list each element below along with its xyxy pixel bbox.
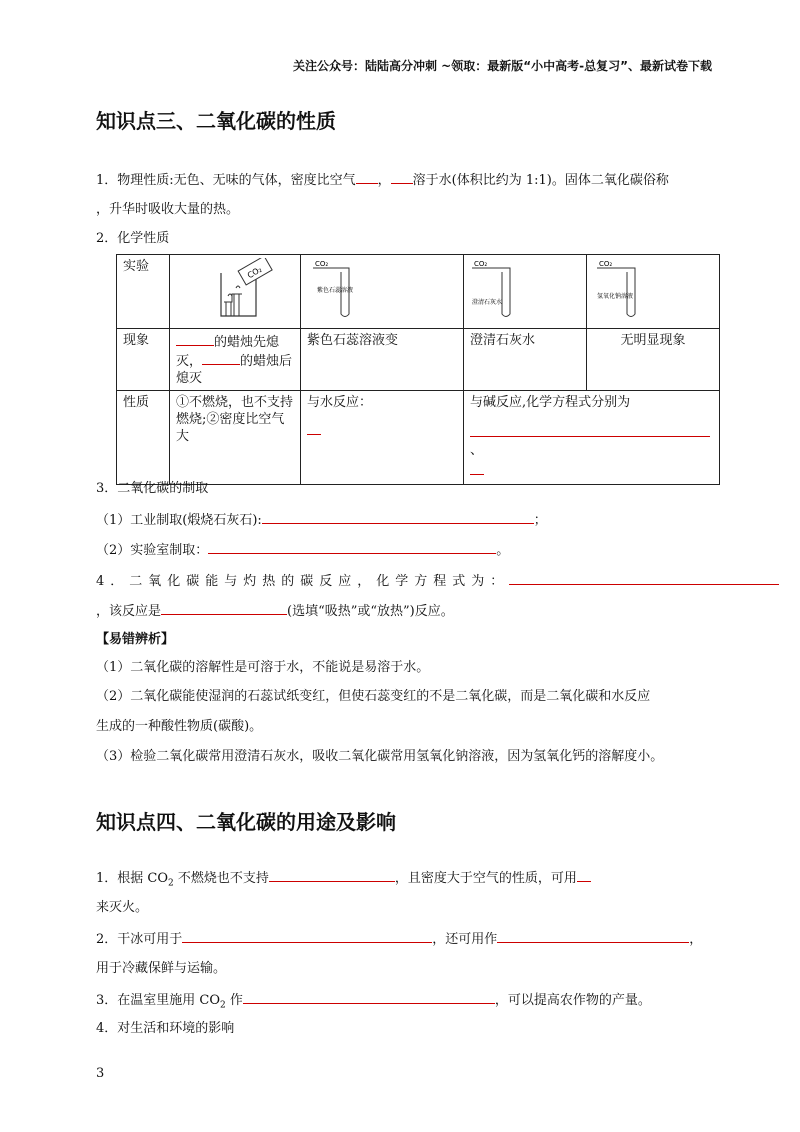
phenomenon-limewater: 澄清石灰水: [464, 329, 587, 391]
blank[interactable]: [262, 510, 534, 524]
co2-label: CO₂: [474, 260, 488, 268]
row-label-phenomenon: 现象: [117, 329, 170, 391]
section-title: 知识点四、二氧化碳的用途及影响: [96, 810, 396, 834]
phenomenon-naoh: 无明显现象: [587, 329, 720, 391]
phenomenon-candles: 的蜡烛先熄灭， 的蜡烛后熄灭: [170, 329, 301, 391]
error-note-3: （3）检验二氧化碳常用澄清石灰水，吸收二氧化碳常用氢氧化钠溶液，因为氢氧化钙的溶解度小。: [96, 749, 664, 764]
heat-type-line: ，该反应是 (选填“吸热”或“放热”)反应。: [96, 601, 454, 621]
naoh-label: 氢氧化钠溶液: [597, 293, 634, 300]
error-analysis-title: 【易错辨析】: [96, 632, 175, 647]
blank[interactable]: [176, 332, 214, 346]
property-water: 与水反应：: [301, 391, 464, 485]
blank[interactable]: [161, 601, 287, 615]
impact-heading: 4．对生活和环境的影响: [96, 1021, 235, 1036]
experiment-image-limewater: [464, 255, 587, 329]
blank[interactable]: [356, 170, 378, 184]
blank[interactable]: [269, 868, 395, 882]
property-candles: ①不燃烧，也不支持燃烧;②密度比空气大: [170, 391, 301, 485]
blank[interactable]: [470, 461, 484, 475]
dry-ice-line: 2．干冰可用于 ，还可用作 ，: [96, 929, 702, 949]
experiment-table: [116, 254, 720, 485]
limewater-label: 澄清石灰水: [472, 299, 503, 306]
blank[interactable]: [182, 929, 432, 943]
phenomenon-litmus: 紫色石蕊溶液变: [301, 329, 464, 391]
industrial-preparation-line: （1）工业制取(煅烧石灰石): ；: [96, 510, 547, 530]
blank[interactable]: [208, 540, 496, 554]
blank[interactable]: [307, 421, 321, 435]
carbon-reaction-line: 4．二氧化碳能与灼热的碳反应，化学方程式为：: [96, 571, 779, 591]
chemical-property-heading: 2．化学性质: [96, 231, 170, 246]
section-title: 知识点三、二氧化碳的性质: [96, 109, 336, 133]
dry-ice-line-2: 用于冷藏保鲜与运输。: [96, 961, 227, 976]
physical-property-line: 1．物理性质:无色、无味的气体，密度比空气 ， 溶于水(体积比约为 1:1)。固体二氧化碳俗称: [96, 170, 669, 190]
co2-label: CO₂: [245, 264, 264, 281]
lab-preparation-line: （2）实验室制取： 。: [96, 540, 509, 560]
blank[interactable]: [391, 170, 413, 184]
blank[interactable]: [202, 351, 240, 365]
experiment-image-candles: [170, 255, 301, 329]
property-base: 与碱反应,化学方程式分别为 、: [464, 391, 720, 485]
blank[interactable]: [509, 571, 779, 585]
error-note-2-cont: 生成的一种酸性物质(碳酸)。: [96, 719, 263, 734]
error-note-1: （1）二氧化碳的溶解性是可溶于水，不能说是易溶于水。: [96, 660, 430, 675]
error-note-2: （2）二氧化碳能使湿润的石蕊试纸变红，但使石蕊变红的不是二氧化碳，而是二氧化碳和水反应: [96, 689, 651, 704]
preparation-heading: 3．二氧化碳的制取: [96, 481, 209, 496]
litmus-label: 紫色石蕊溶液: [317, 287, 354, 294]
co2-label: CO₂: [315, 260, 329, 268]
physical-property-line-2: ，升华时吸收大量的热。: [96, 202, 240, 217]
row-label-property: 性质: [117, 391, 170, 485]
page-header: 关注公众号：陆陆高分冲刺 ~领取：最新版“小中高考-总复习”、最新试卷下载: [293, 59, 712, 73]
co2-label: CO₂: [599, 260, 613, 268]
greenhouse-line: 3．在温室里施用 $CO_2$ 作 ，可以提高农作物的产量。: [96, 990, 651, 1015]
experiment-image-litmus: [301, 255, 464, 329]
blank[interactable]: [577, 868, 591, 882]
use-fire-line: 1．根据 $CO_2$ 不燃烧也不支持 ，且密度大于空气的性质，可用: [96, 868, 591, 893]
blank[interactable]: [243, 990, 495, 1004]
blank[interactable]: [497, 929, 689, 943]
blank[interactable]: [470, 423, 710, 437]
experiment-image-naoh: [587, 255, 720, 329]
use-fire-line-2: 来灭火。: [96, 900, 149, 915]
row-label-experiment: 实验: [117, 255, 170, 329]
page-number: 3: [96, 1066, 105, 1081]
